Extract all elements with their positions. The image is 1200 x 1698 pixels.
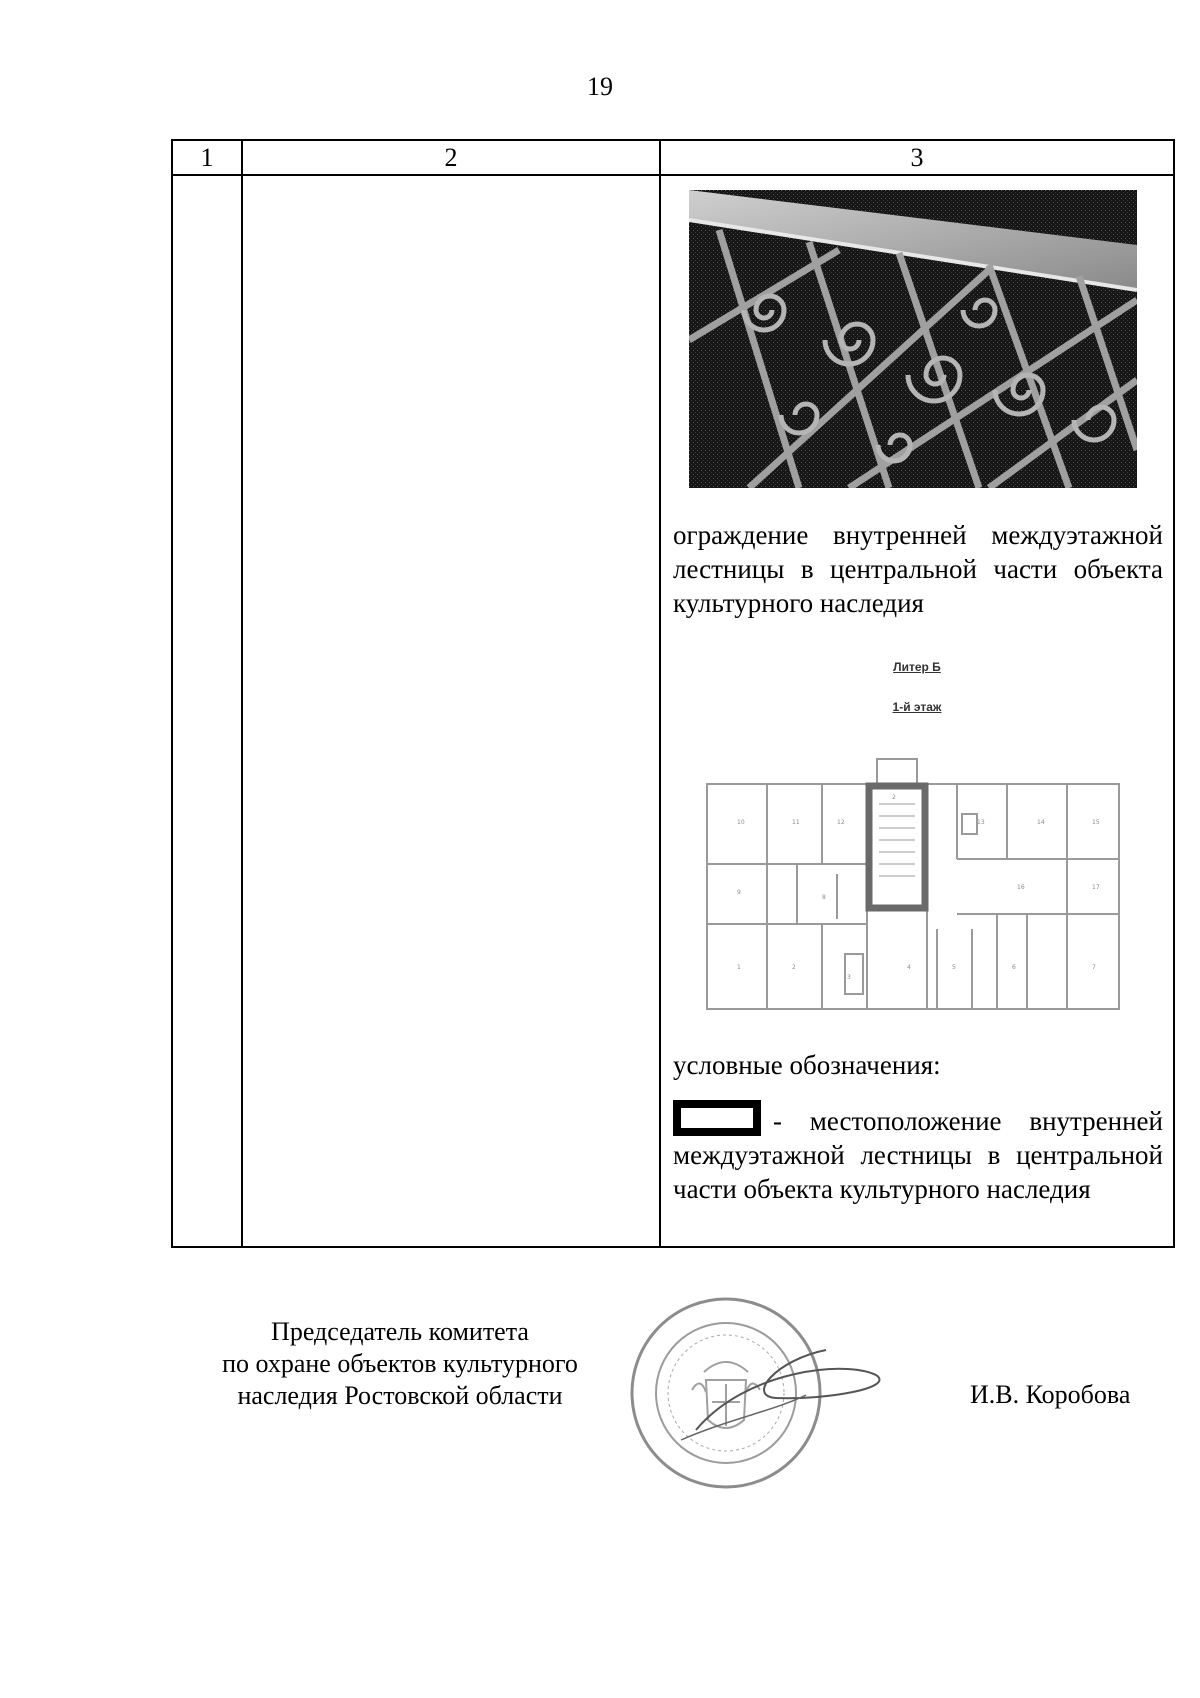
signatory-position	[190, 1316, 610, 1412]
svg-text:12: 12	[837, 819, 845, 826]
plan-title-floor: 1-й этаж	[892, 700, 942, 714]
legend-item	[673, 1100, 1163, 1206]
svg-text:13: 13	[977, 819, 985, 826]
svg-text:15: 15	[1092, 819, 1100, 826]
table-header-row	[172, 140, 1174, 175]
svg-text:2: 2	[892, 794, 896, 801]
signatory-position-line: по охране объектов культурного	[222, 1349, 578, 1378]
official-seal	[626, 1280, 896, 1506]
legend-text: - местоположение внутренней междуэтажной лестницы в центральной части объекта культурного наследия	[673, 1106, 1163, 1204]
cell-number	[172, 175, 242, 1247]
svg-text:10: 10	[737, 819, 745, 826]
svg-text:2: 2	[792, 964, 796, 971]
railing-photo	[689, 190, 1137, 488]
floor-plan	[697, 754, 1129, 1028]
signatory-name: И.В. Коробова	[970, 1380, 1131, 1409]
cell-illustration	[660, 175, 1174, 1247]
svg-text:16: 16	[1017, 884, 1025, 891]
plan-title-building: Литер Б	[893, 660, 941, 674]
cell-description	[242, 175, 660, 1247]
svg-text:5: 5	[952, 964, 956, 971]
table-row	[172, 175, 1174, 1247]
header-col-1: 1	[172, 140, 242, 175]
header-col-2: 2	[242, 140, 660, 175]
svg-text:14: 14	[1037, 819, 1045, 826]
legend-title: условные обозначения:	[673, 1050, 941, 1080]
svg-text:7: 7	[1092, 964, 1096, 971]
page-number: 19	[587, 72, 613, 101]
signatory-position-line: Председатель комитета	[271, 1317, 529, 1346]
svg-text:17: 17	[1092, 884, 1100, 891]
svg-text:9: 9	[737, 889, 741, 896]
photo-caption: ограждение внутренней междуэтажной лестницы в центральной части объекта культурного наследия	[673, 520, 1163, 618]
svg-text:8: 8	[822, 894, 826, 901]
object-table	[171, 139, 1175, 1248]
header-col-3: 3	[660, 140, 1174, 175]
legend-marker	[673, 1100, 761, 1136]
svg-text:1: 1	[737, 964, 741, 971]
svg-text:3: 3	[847, 974, 851, 981]
svg-text:6: 6	[1012, 964, 1016, 971]
svg-text:11: 11	[792, 819, 800, 826]
signatory-position-line: наследия Ростовской области	[237, 1381, 563, 1410]
svg-text:4: 4	[907, 964, 911, 971]
